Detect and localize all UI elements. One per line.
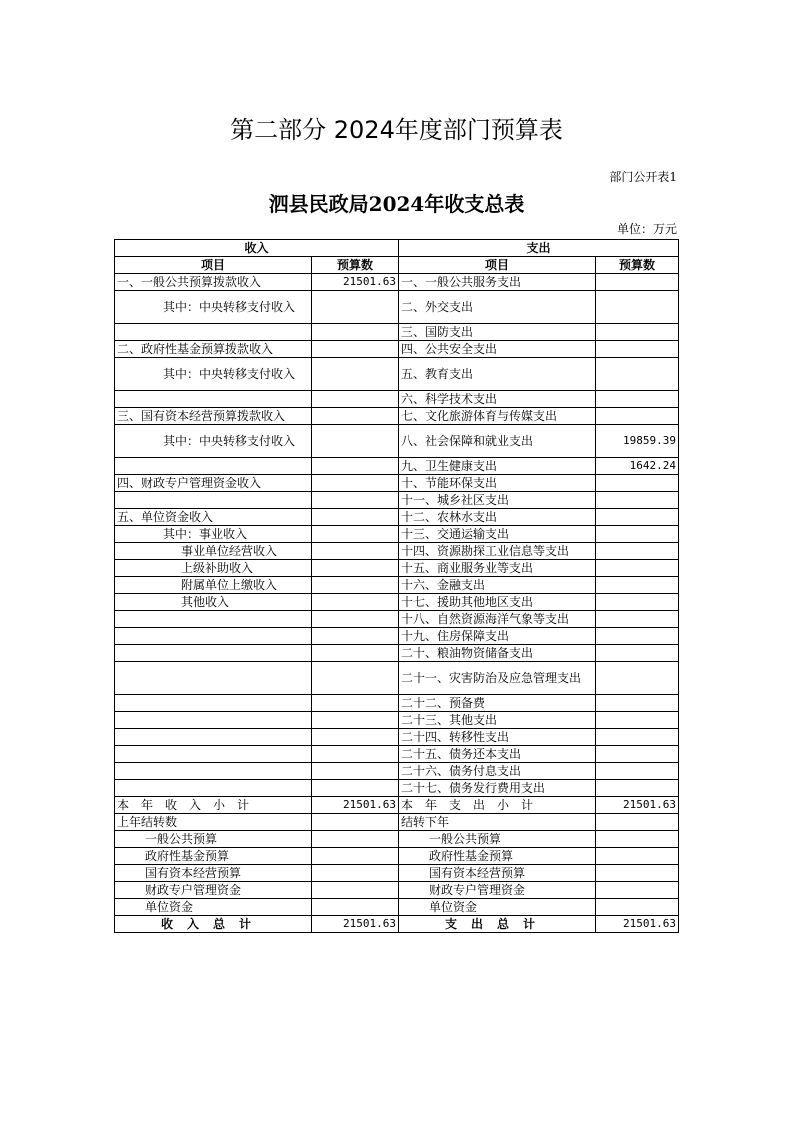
income-item-cell: 四、财政专户管理资金收入 xyxy=(115,475,312,492)
expense-amount-cell xyxy=(596,509,679,526)
income-amount-cell xyxy=(312,291,399,324)
income-item-cell xyxy=(115,492,312,509)
expense-amount-cell xyxy=(596,391,679,408)
income-item-cell xyxy=(115,695,312,712)
income-item-cell: 一般公共预算 xyxy=(115,831,312,848)
income-item-cell: 一、一般公共预算拨款收入 xyxy=(115,274,312,291)
expense-item-cell: 九、卫生健康支出 xyxy=(399,458,596,475)
expense-amount-cell xyxy=(596,341,679,358)
table-row xyxy=(115,662,679,695)
expense-amount-cell xyxy=(596,324,679,341)
income-amount-cell xyxy=(312,882,399,899)
income-amount-cell xyxy=(312,458,399,475)
income-amount-cell xyxy=(312,543,399,560)
expense-item-cell: 十五、商业服务业等支出 xyxy=(399,560,596,577)
income-item-cell: 政府性基金预算 xyxy=(115,848,312,865)
income-item-cell: 事业单位经营收入 xyxy=(115,543,312,560)
income-item-cell xyxy=(115,662,312,695)
table-row xyxy=(115,509,679,526)
income-item-cell xyxy=(115,746,312,763)
income-item-cell: 附属单位上缴收入 xyxy=(115,577,312,594)
expense-amount-cell xyxy=(596,712,679,729)
expense-amount-cell xyxy=(596,763,679,780)
income-amount-cell xyxy=(312,611,399,628)
expense-amount-cell xyxy=(596,695,679,712)
expense-item-cell: 七、文化旅游体育与传媒支出 xyxy=(399,408,596,425)
expense-amount-cell xyxy=(596,645,679,662)
expense-amount-cell xyxy=(596,577,679,594)
expense-amount-cell xyxy=(596,814,679,831)
expense-item-cell: 四、公共安全支出 xyxy=(399,341,596,358)
income-item-cell: 财政专户管理资金 xyxy=(115,882,312,899)
expense-amount-cell xyxy=(596,899,679,916)
expense-item-cell: 十二、农林水支出 xyxy=(399,509,596,526)
expense-item-cell: 一般公共预算 xyxy=(399,831,596,848)
table-row xyxy=(115,831,679,848)
expense-item-cell: 五、教育支出 xyxy=(399,358,596,391)
expense-amount-cell xyxy=(596,831,679,848)
table-row xyxy=(115,763,679,780)
income-amount-cell xyxy=(312,358,399,391)
expense-amount-cell xyxy=(596,780,679,797)
income-item-cell xyxy=(115,628,312,645)
expense-amount-cell xyxy=(596,611,679,628)
table-row xyxy=(115,594,679,611)
expense-amount-cell xyxy=(596,408,679,425)
expense-item-cell: 结转下年 xyxy=(399,814,596,831)
income-item-cell xyxy=(115,391,312,408)
income-item-cell xyxy=(115,712,312,729)
income-amount-cell xyxy=(312,594,399,611)
expense-amount-cell: 1642.24 xyxy=(596,458,679,475)
income-amount-cell xyxy=(312,645,399,662)
income-amount-cell xyxy=(312,712,399,729)
expense-item-cell: 单位资金 xyxy=(399,899,596,916)
table-row xyxy=(115,324,679,341)
expense-item-cell: 三、国防支出 xyxy=(399,324,596,341)
income-item-cell: 收入总计 xyxy=(115,916,312,933)
income-amount-cell xyxy=(312,780,399,797)
expense-amount-cell xyxy=(596,662,679,695)
expense-item-cell: 二十七、债务发行费用支出 xyxy=(399,780,596,797)
income-item-cell: 其他收入 xyxy=(115,594,312,611)
expense-item-cell: 二十一、灾害防治及应急管理支出 xyxy=(399,662,596,695)
income-amount-cell xyxy=(312,408,399,425)
table-row xyxy=(115,916,679,933)
income-item-cell xyxy=(115,611,312,628)
expense-item-cell: 二十二、预备费 xyxy=(399,695,596,712)
income-amount-cell xyxy=(312,526,399,543)
income-amount-cell xyxy=(312,577,399,594)
expense-item-cell: 二十六、债务付息支出 xyxy=(399,763,596,780)
income-amount-cell xyxy=(312,662,399,695)
income-item-cell xyxy=(115,729,312,746)
income-amount-cell xyxy=(312,831,399,848)
table-row xyxy=(115,458,679,475)
income-amount-cell xyxy=(312,763,399,780)
page-title: 第二部分 2024年度部门预算表 xyxy=(230,116,563,144)
expense-item-cell: 财政专户管理资金 xyxy=(399,882,596,899)
expense-item-cell: 二十三、其他支出 xyxy=(399,712,596,729)
table-body xyxy=(115,274,679,933)
expense-item-cell: 本年支出小计 xyxy=(399,797,596,814)
expense-amount-cell xyxy=(596,274,679,291)
income-amount-cell xyxy=(312,560,399,577)
income-amount-cell xyxy=(312,899,399,916)
expense-amount-cell: 21501.63 xyxy=(596,916,679,933)
income-item-cell: 单位资金 xyxy=(115,899,312,916)
expense-amount-cell: 19859.39 xyxy=(596,425,679,458)
income-item-header: 项目 xyxy=(115,257,312,274)
expense-amount-header: 预算数 xyxy=(596,257,679,274)
expense-amount-cell xyxy=(596,628,679,645)
table-title: 泗县民政局2024年收支总表 xyxy=(268,192,525,216)
table-row xyxy=(115,274,679,291)
table-row xyxy=(115,408,679,425)
income-item-cell xyxy=(115,763,312,780)
expense-item-cell: 国有资本经营预算 xyxy=(399,865,596,882)
income-item-cell: 三、国有资本经营预算拨款收入 xyxy=(115,408,312,425)
budget-summary-table xyxy=(114,239,679,933)
expense-item-cell: 二十五、债务还本支出 xyxy=(399,746,596,763)
income-item-cell: 其中：中央转移支付收入 xyxy=(115,291,312,324)
expense-item-cell: 一、一般公共服务支出 xyxy=(399,274,596,291)
expense-amount-cell xyxy=(596,543,679,560)
income-amount-cell xyxy=(312,695,399,712)
income-amount-cell xyxy=(312,509,399,526)
income-item-cell: 国有资本经营预算 xyxy=(115,865,312,882)
income-item-cell: 上年结转数 xyxy=(115,814,312,831)
table-row xyxy=(115,848,679,865)
expense-item-cell: 十八、自然资源海洋气象等支出 xyxy=(399,611,596,628)
income-item-cell xyxy=(115,458,312,475)
income-item-cell: 其中：中央转移支付收入 xyxy=(115,425,312,458)
income-amount-cell: 21501.63 xyxy=(312,274,399,291)
table-row xyxy=(115,645,679,662)
expense-item-cell: 八、社会保障和就业支出 xyxy=(399,425,596,458)
income-item-cell xyxy=(115,780,312,797)
expense-amount-cell xyxy=(596,560,679,577)
unit-label: 单位：万元 xyxy=(616,222,677,236)
income-amount-cell xyxy=(312,848,399,865)
income-item-cell: 本年收入小计 xyxy=(115,797,312,814)
expense-item-cell: 二十、粮油物资储备支出 xyxy=(399,645,596,662)
expense-amount-cell xyxy=(596,291,679,324)
table-row xyxy=(115,391,679,408)
income-amount-cell xyxy=(312,492,399,509)
expense-item-cell: 十九、住房保障支出 xyxy=(399,628,596,645)
expense-amount-cell xyxy=(596,882,679,899)
expense-amount-cell xyxy=(596,475,679,492)
expense-item-cell: 十三、交通运输支出 xyxy=(399,526,596,543)
table-row xyxy=(115,797,679,814)
table-row xyxy=(115,475,679,492)
income-amount-header: 预算数 xyxy=(312,257,399,274)
income-amount-cell xyxy=(312,475,399,492)
expense-amount-cell xyxy=(596,358,679,391)
expense-amount-cell xyxy=(596,746,679,763)
table-row xyxy=(115,526,679,543)
income-item-cell xyxy=(115,645,312,662)
table-row xyxy=(115,543,679,560)
expense-item-header: 项目 xyxy=(399,257,596,274)
expense-header: 支出 xyxy=(399,240,679,257)
income-amount-cell: 21501.63 xyxy=(312,797,399,814)
expense-amount-cell xyxy=(596,492,679,509)
income-amount-cell xyxy=(312,865,399,882)
expense-amount-cell xyxy=(596,729,679,746)
income-item-cell: 二、政府性基金预算拨款收入 xyxy=(115,341,312,358)
income-item-cell: 其中：事业收入 xyxy=(115,526,312,543)
income-amount-cell xyxy=(312,391,399,408)
expense-item-cell: 支出总计 xyxy=(399,916,596,933)
income-amount-cell xyxy=(312,341,399,358)
table-row xyxy=(115,729,679,746)
expense-item-cell: 六、科学技术支出 xyxy=(399,391,596,408)
expense-item-cell: 十四、资源勘探工业信息等支出 xyxy=(399,543,596,560)
table-row xyxy=(115,899,679,916)
income-amount-cell xyxy=(312,814,399,831)
table-row xyxy=(115,780,679,797)
income-amount-cell: 21501.63 xyxy=(312,916,399,933)
income-item-cell: 上级补助收入 xyxy=(115,560,312,577)
expense-item-cell: 十七、援助其他地区支出 xyxy=(399,594,596,611)
expense-item-cell: 政府性基金预算 xyxy=(399,848,596,865)
table-row xyxy=(115,560,679,577)
expense-item-cell: 十六、金融支出 xyxy=(399,577,596,594)
expense-amount-cell xyxy=(596,526,679,543)
income-amount-cell xyxy=(312,324,399,341)
income-item-cell: 五、单位资金收入 xyxy=(115,509,312,526)
table-row xyxy=(115,577,679,594)
expense-amount-cell xyxy=(596,848,679,865)
form-code-label: 部门公开表1 xyxy=(609,170,677,184)
table-row xyxy=(115,746,679,763)
income-amount-cell xyxy=(312,628,399,645)
income-amount-cell xyxy=(312,746,399,763)
table-row xyxy=(115,814,679,831)
income-header: 收入 xyxy=(115,240,399,257)
expense-item-cell: 二十四、转移性支出 xyxy=(399,729,596,746)
income-amount-cell xyxy=(312,425,399,458)
table-row xyxy=(115,695,679,712)
table-row xyxy=(115,425,679,458)
income-item-cell: 其中：中央转移支付收入 xyxy=(115,358,312,391)
expense-amount-cell: 21501.63 xyxy=(596,797,679,814)
income-amount-cell xyxy=(312,729,399,746)
table-row xyxy=(115,882,679,899)
table-row xyxy=(115,291,679,324)
table-row xyxy=(115,628,679,645)
table-row xyxy=(115,712,679,729)
table-row xyxy=(115,341,679,358)
income-item-cell xyxy=(115,324,312,341)
table-row xyxy=(115,358,679,391)
table-row xyxy=(115,865,679,882)
expense-amount-cell xyxy=(596,865,679,882)
expense-amount-cell xyxy=(596,594,679,611)
expense-item-cell: 二、外交支出 xyxy=(399,291,596,324)
table-row xyxy=(115,611,679,628)
expense-item-cell: 十一、城乡社区支出 xyxy=(399,492,596,509)
expense-item-cell: 十、节能环保支出 xyxy=(399,475,596,492)
table-row xyxy=(115,492,679,509)
